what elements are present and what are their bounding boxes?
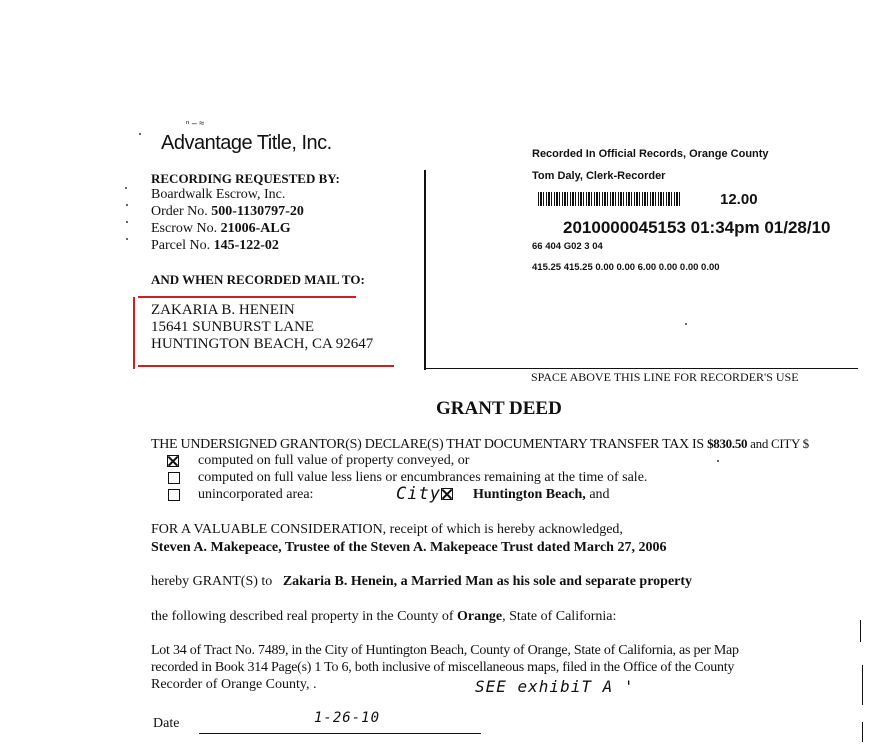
recorder-space-line — [424, 368, 858, 369]
logo-marks: ⁿ ‒ ≈ — [186, 118, 205, 128]
escrow-label: Escrow No. — [151, 221, 218, 236]
date-value: 1-26-10 — [314, 710, 381, 726]
consideration-text: FOR A VALUABLE CONSIDERATION, receipt of which is hereby acknowledged, — [151, 522, 623, 537]
scan-speck — [126, 221, 128, 223]
city-handwritten: City — [396, 484, 441, 504]
mail-name: ZAKARIA B. HENEIN — [151, 302, 295, 318]
title-company: Advantage Title, Inc. — [161, 132, 332, 154]
scan-speck — [139, 133, 141, 135]
margin-mark-3 — [862, 722, 863, 742]
order-number-line — [151, 204, 304, 220]
legal-line2: recorded in Book 314 Page(s) 1 To 6, both inclusive of miscellaneous maps, filed in the Office of the County — [151, 660, 735, 675]
recorder-barcode — [538, 192, 680, 206]
county-name: Orange — [456, 609, 503, 624]
recording-requested-heading: RECORDING REQUESTED BY: — [151, 171, 340, 186]
parcel-number-line — [151, 238, 279, 254]
property-text-b: , State of California: — [502, 609, 617, 624]
scan-speck — [717, 460, 719, 462]
mail-city: HUNTINGTON BEACH, CA 92647 — [151, 336, 374, 352]
mail-box-left — [133, 297, 135, 369]
exhibit-note: SEE exhibiT A ' — [475, 677, 635, 696]
mail-box-top — [138, 296, 356, 298]
recorder-doc-number: 2010000045153 01:34pm 01/28/10 — [563, 218, 831, 237]
legal-line3: Recorder of Orange County, . — [151, 677, 317, 692]
mail-to-heading: AND WHEN RECORDED MAIL TO: — [151, 272, 365, 287]
date-underline — [199, 733, 481, 734]
grantee-text: Zakaria B. Henein, a Married Man as his sole and separate property — [282, 574, 693, 589]
option2-checkbox[interactable] — [168, 472, 180, 484]
vertical-divider — [424, 170, 426, 370]
property-line — [151, 609, 616, 625]
parcel-label: Parcel No. — [151, 238, 211, 253]
option1-label: computed on full value of property conveyed, or — [198, 453, 470, 468]
order-number: 500-1130797-20 — [211, 204, 304, 219]
city-tail: and — [585, 487, 610, 502]
tax-statement-text-a: THE UNDERSIGNED GRANTOR(S) DECLARE(S) THAT DOCUMENTARY TRANSFER TAX IS — [151, 437, 708, 452]
date-label: Date — [153, 716, 180, 731]
option3-label: unincorporated area: — [198, 487, 314, 502]
tax-amount: $830.50 — [707, 436, 748, 451]
property-text-a: the following described real property in the County of — [151, 609, 457, 624]
recorder-code: 66 404 G02 3 04 — [532, 241, 603, 252]
mail-street: 15641 SUNBURST LANE — [151, 319, 315, 335]
margin-mark-2 — [862, 665, 863, 705]
scan-speck — [685, 323, 687, 325]
escrow-number: 21006-ALG — [220, 221, 291, 236]
city-name: Huntington Beach, — [473, 487, 586, 502]
option2-label: computed on full value less liens or encumbrances remaining at the time of sale. — [198, 470, 648, 485]
mail-box-bottom — [138, 365, 394, 367]
tax-statement-text-b: and CITY $ — [747, 436, 809, 451]
deed-title: GRANT DEED — [436, 398, 562, 419]
grantor-text: Steven A. Makepeace, Trustee of the Steven A. Makepeace Trust dated March 27, 2006 — [151, 540, 667, 555]
order-label: Order No. — [151, 204, 208, 219]
escrow-number-line — [151, 221, 291, 237]
option1-checkbox[interactable] — [167, 455, 179, 467]
recorder-space-note: SPACE ABOVE THIS LINE FOR RECORDER'S USE — [531, 370, 799, 384]
option3-checkbox[interactable] — [168, 489, 180, 501]
recorder-line1: Recorded In Official Records, Orange County — [532, 148, 769, 160]
scan-speck — [126, 238, 128, 240]
recorder-line2: Tom Daly, Clerk-Recorder — [532, 170, 666, 182]
escrow-company: Boardwalk Escrow, Inc. — [151, 187, 286, 202]
grant-prefix: hereby GRANT(S) to — [151, 574, 273, 589]
parcel-number: 145-122-02 — [213, 238, 279, 253]
recorder-amounts: 415.25 415.25 0.00 0.00 6.00 0.00 0.00 0.00 — [532, 262, 720, 273]
grant-line — [151, 574, 692, 590]
scan-speck — [126, 204, 128, 206]
scan-speck — [125, 187, 127, 189]
city-checkbox[interactable] — [441, 488, 453, 500]
recorder-fee: 12.00 — [720, 191, 758, 208]
legal-line1: Lot 34 of Tract No. 7489, in the City of Huntington Beach, County of Orange, State of California, as per Map — [151, 643, 739, 658]
margin-mark-1 — [860, 620, 861, 642]
city-line — [473, 487, 610, 503]
tax-statement — [151, 436, 809, 453]
